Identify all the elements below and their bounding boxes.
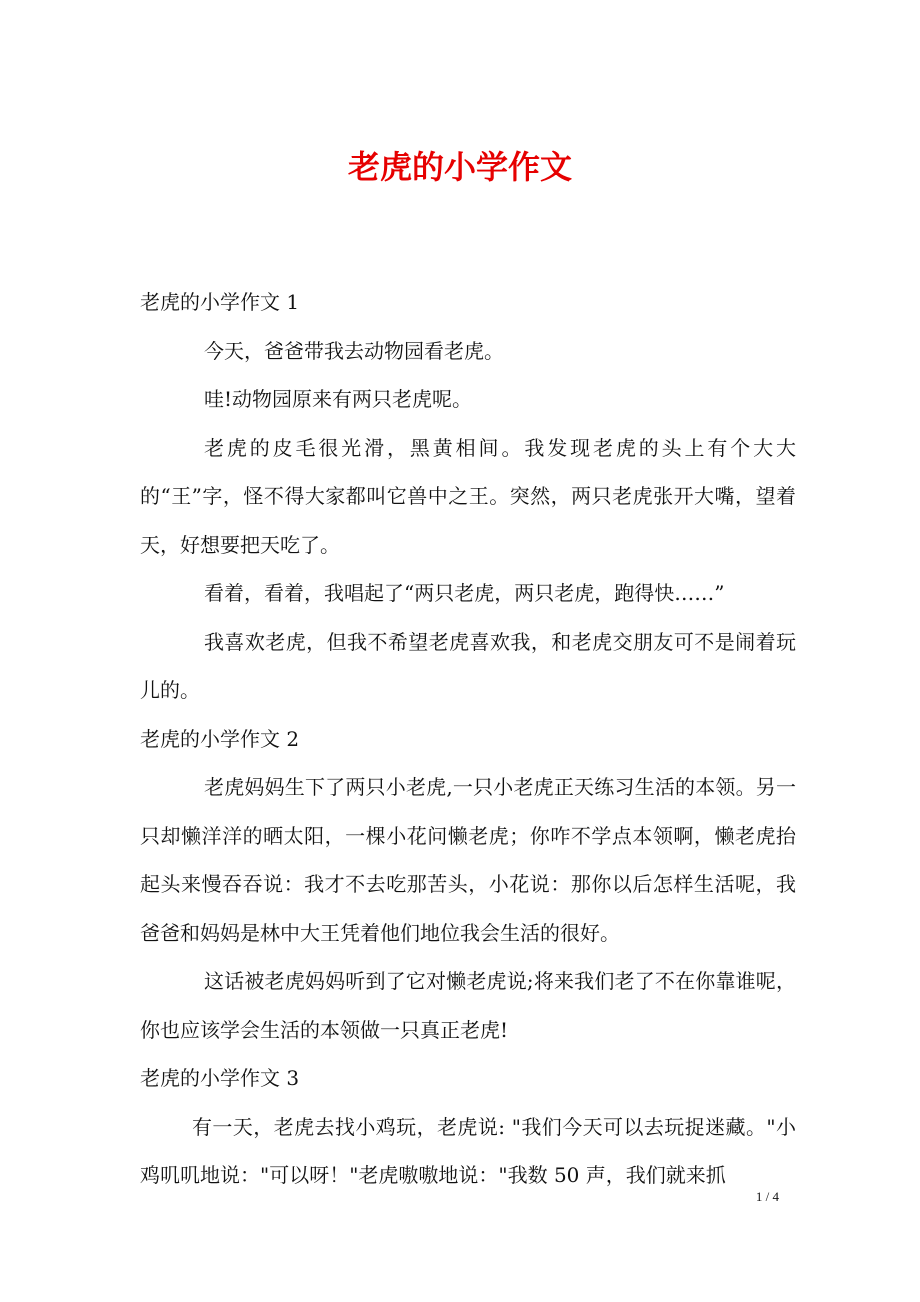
section-2-paragraph-1: 老虎妈妈生下了两只小老虎,一只小老虎正天练习生活的本领。另一只却懒洋洋的晒太阳，一棵小花问懒老虎；你咋不学点本领啊，懒老虎抬起头来慢吞吞说：我才不去吃那苦头，小花说：那你以后怎样生活呢，我爸爸和妈妈是林中大王凭着他们地位我会生活的很好。 [140, 775, 796, 945]
section-1-paragraph-5: 我喜欢老虎，但我不希望老虎喜欢我，和老虎交朋友可不是闹着玩儿的。 [140, 629, 796, 702]
section-1-paragraph-4: 看着，看着，我唱起了“两只老虎，两只老虎，跑得快……” [204, 581, 725, 605]
section-2-paragraph-2: 这话被老虎妈妈听到了它对懒老虎说;将来我们老了不在你靠谁呢，你也应该学会生活的本领做一只真正老虎! [140, 969, 796, 1042]
document-body [140, 278, 796, 1200]
section-1-paragraph-2: 哇!动物园原来有两只老虎呢。 [204, 387, 473, 411]
section-1-paragraph-1: 今天，爸爸带我去动物园看老虎。 [204, 338, 504, 363]
section-heading-3: 老虎的小学作文 3 [140, 1066, 300, 1090]
section-heading-2: 老虎的小学作文 2 [140, 726, 300, 751]
page-number: 1 / 4 [755, 1189, 779, 1204]
section-heading-1: 老虎的小学作文 1 [140, 290, 300, 314]
section-1-paragraph-3: 老虎的皮毛很光滑，黑黄相间。我发现老虎的头上有个大大的“王”字，怪不得大家都叫它兽中之王。突然，两只老虎张开大嘴，望着天，好想要把天吃了。 [140, 435, 796, 557]
section-3-paragraph-1: 有一天，老虎去找小鸡玩，老虎说: "我们今天可以去玩捉迷藏。"小鸡叽叽地说："可以呀！"老虎嗷嗷地说："我数 50 声，我们就来抓 [140, 1114, 796, 1187]
document-title: 老虎的小学作文 [347, 148, 572, 186]
